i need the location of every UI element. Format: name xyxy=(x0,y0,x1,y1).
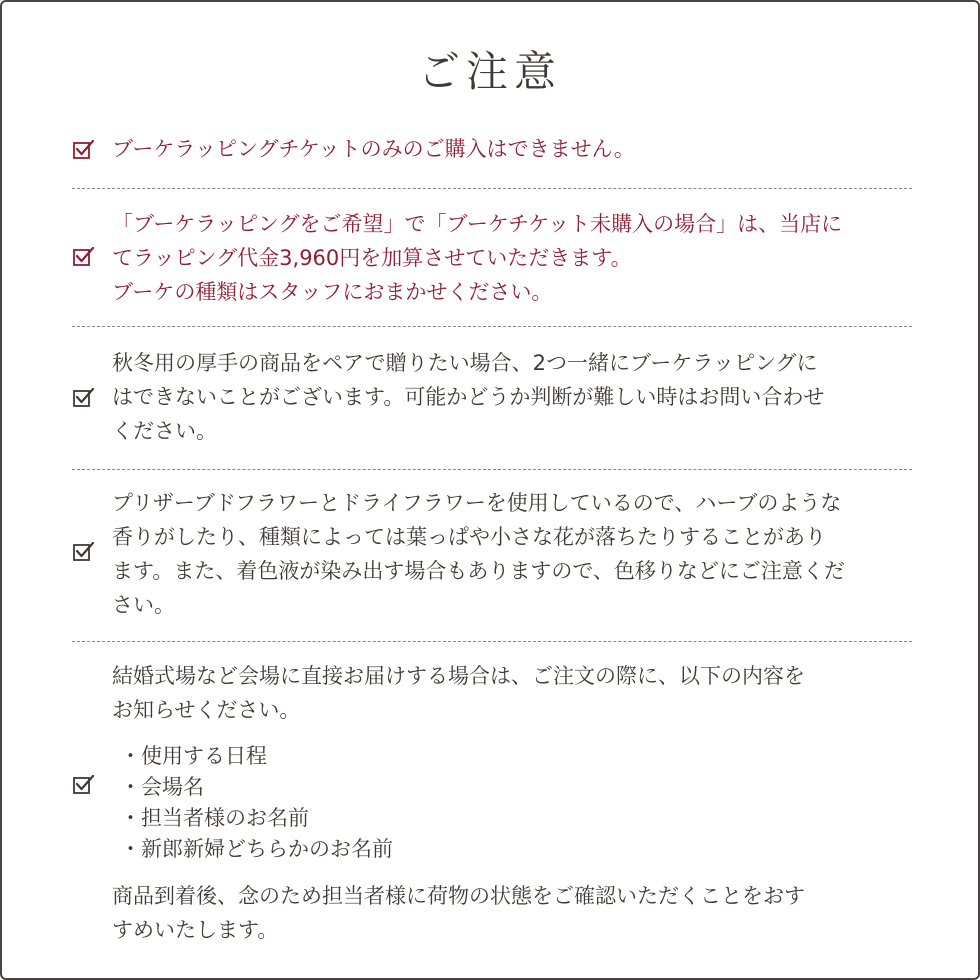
notice-3-line-3: ください。 xyxy=(112,419,217,443)
bullet-item: ・会場名 xyxy=(120,775,204,799)
notice-5-line-2: お知らせください。 xyxy=(112,698,301,722)
notice-2-line-3: ブーケの種類はスタッフにおまかせください。 xyxy=(112,280,553,304)
bullet-list xyxy=(112,741,912,865)
notice-4-line-2: 香りがしたり、種類によっては葉っぱや小さな花が落ちたりすることがあり xyxy=(112,525,826,549)
bullet-item: ・担当者様のお名前 xyxy=(120,806,309,830)
notice-5-closing-line-1: 商品到着後、念のため担当者様に荷物の状態をご確認いただくことをおす xyxy=(112,884,805,908)
checkbox-icon xyxy=(72,540,96,564)
notice-item-1 xyxy=(72,132,912,166)
checkbox-icon xyxy=(72,386,96,410)
notice-4-line-3: ます。また、着色液が染み出す場合もありますので、色移りなどにご注意くだ xyxy=(112,559,845,583)
bullet-item: ・新郎新婦どちらかのお名前 xyxy=(120,837,393,861)
notice-5-line-1: 結婚式場など会場に直接お届けする場合は、ご注文の際に、以下の内容を xyxy=(112,664,805,688)
notice-1-line-1: ブーケラッピングチケットのみのご購入はできません。 xyxy=(112,137,635,161)
divider xyxy=(72,641,912,642)
divider xyxy=(72,469,912,470)
notice-item-3 xyxy=(72,346,912,448)
divider xyxy=(72,188,912,189)
notice-3-line-2: はできないことがございます。可能かどうか判断が難しい時はお問い合わせ xyxy=(112,385,825,409)
notice-4-line-1: プリザーブドフラワーとドライフラワーを使用しているので、ハーブのような xyxy=(112,491,842,515)
bullet-item: ・使用する日程 xyxy=(120,744,267,768)
page-title: ご注意 xyxy=(417,47,562,96)
divider xyxy=(72,326,912,327)
checkbox-icon xyxy=(72,138,96,162)
notice-item-4 xyxy=(72,486,912,622)
checkbox-icon xyxy=(72,245,96,269)
notice-item-2 xyxy=(72,207,912,309)
notice-item-5 xyxy=(72,659,912,949)
notice-3-line-1: 秋冬用の厚手の商品をペアで贈りたい場合、2つ一緒にブーケラッピングに xyxy=(112,351,818,375)
notice-2-line-2: てラッピング代金3,960円を加算させていただきます。 xyxy=(112,246,632,270)
notice-4-line-4: さい。 xyxy=(112,593,175,617)
checkbox-icon xyxy=(72,773,96,797)
notice-5-closing-line-2: すめいたします。 xyxy=(112,918,279,942)
notice-2-line-1: 「ブーケラッピングをご希望」で「ブーケチケット未購入の場合」は、当店に xyxy=(112,212,843,236)
